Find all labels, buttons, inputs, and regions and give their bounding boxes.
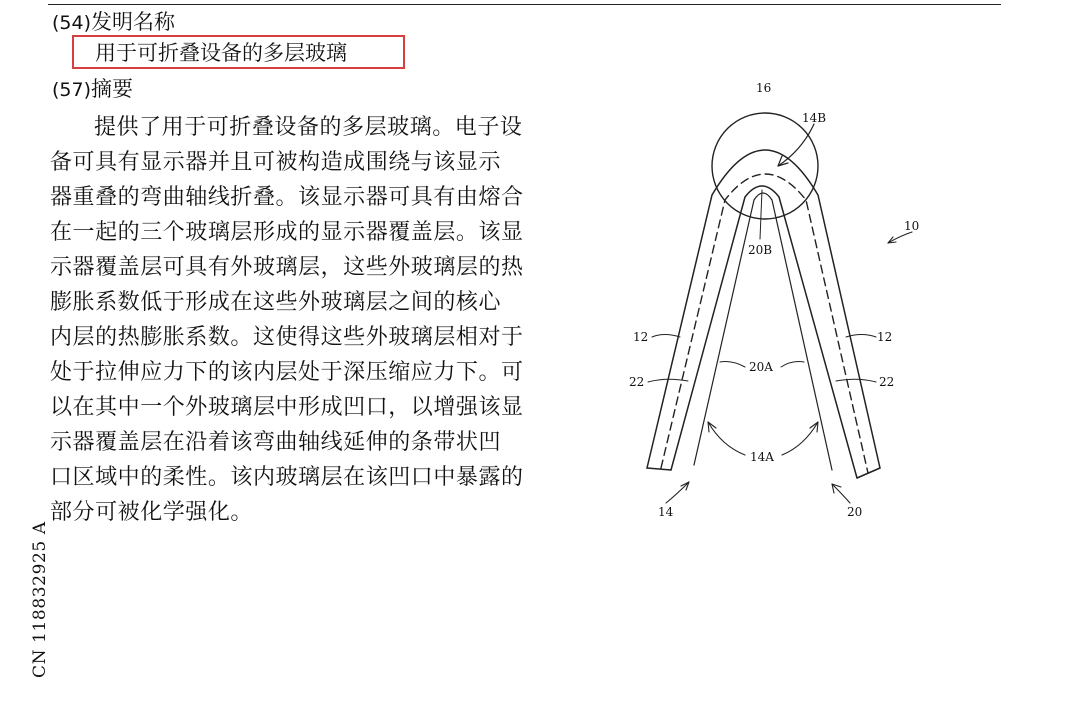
invention-title-heading: [52, 9, 175, 36]
field-code-57: (57): [52, 79, 92, 101]
publication-number: CN 118832925 A: [30, 521, 50, 678]
inner-glass-edge: [671, 186, 857, 478]
arrow-head-14A-left: [708, 422, 716, 432]
abstract-line: 内层的热膨胀系数。这使得这些外玻璃层相对于: [50, 325, 524, 350]
arrow-14: [666, 482, 689, 503]
label-20A: 20A: [749, 360, 773, 374]
abstract-line: 部分可被化学强化。: [50, 500, 253, 525]
abstract-line: 以在其中一个外玻璃层中形成凹口，以增强该显: [50, 395, 524, 420]
invention-title: 用于可折叠设备的多层玻璃: [95, 41, 347, 65]
label-10: 10: [904, 219, 920, 233]
abstract-line: 在一起的三个玻璃层形成的显示器覆盖层。该显: [50, 220, 524, 245]
abstract-line: 示器覆盖层在沿着该弯曲轴线延伸的条带状凹: [50, 430, 502, 455]
arrow-14B: [778, 124, 814, 166]
arrow-head-14A-right: [810, 422, 818, 432]
invention-title-label: 发明名称: [91, 10, 176, 34]
detail-circle: [712, 113, 818, 219]
abstract-line: 处于拉伸应力下的该内层处于深压缩应力下。可: [50, 360, 524, 385]
label-12-left: 12: [633, 330, 649, 344]
leader-20A-right: [781, 362, 804, 367]
abstract-line: 示器覆盖层可具有外玻璃层，这些外玻璃层的热: [50, 255, 524, 280]
top-rule: [48, 4, 1001, 5]
folded-glass-diagram: [600, 70, 960, 540]
label-14A: 14A: [750, 450, 774, 464]
label-20B: 20B: [748, 243, 773, 257]
abstract-heading: [52, 76, 133, 103]
leader-22-right: [836, 379, 876, 382]
abstract-label: 摘要: [91, 77, 134, 101]
arrow-head-10: [888, 237, 896, 243]
abstract-line: 提供了用于可折叠设备的多层玻璃。电子设: [94, 115, 523, 140]
abstract-text: [50, 110, 524, 530]
label-22-left: 22: [629, 375, 645, 389]
outer-glass-edge: [647, 150, 880, 468]
arrow-14A-left: [708, 422, 745, 455]
left-leg-end: [647, 468, 671, 470]
abstract-line: 膨胀系数低于形成在这些外玻璃层之间的核心: [50, 290, 502, 315]
arrow-10: [888, 232, 912, 243]
abstract-line: 口区域中的柔性。该内玻璃层在该凹口中暴露的: [50, 465, 524, 490]
inner-layer-line: [694, 193, 832, 470]
label-12-right: 12: [877, 330, 893, 344]
leader-20A-left: [720, 362, 745, 367]
label-14: 14: [658, 505, 674, 519]
label-20: 20: [847, 505, 863, 519]
field-code-54: (54): [52, 12, 92, 34]
label-22-right: 22: [879, 375, 895, 389]
patent-figure: [600, 70, 960, 540]
leader-20B: [760, 190, 762, 239]
label-14B: 14B: [802, 111, 827, 125]
abstract-line: 备可具有显示器并且可被构造成围绕与该显示: [50, 150, 502, 175]
abstract-line: 器重叠的弯曲轴线折叠。该显示器可具有由熔合: [50, 185, 524, 210]
leader-12-left: [652, 335, 680, 338]
label-16: 16: [756, 81, 772, 95]
arrow-14A-right: [782, 422, 818, 455]
